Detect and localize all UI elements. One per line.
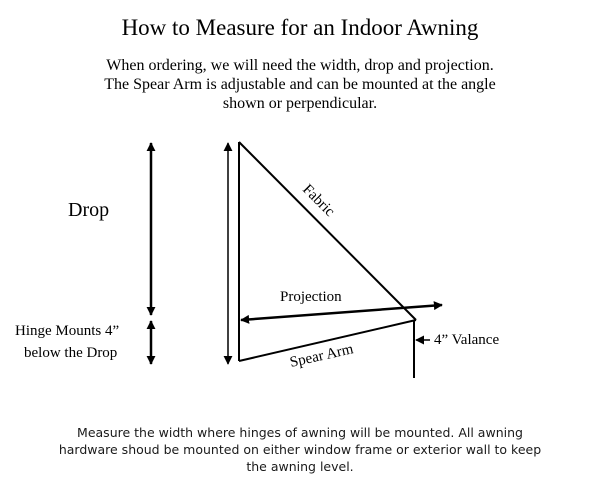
projection-arrow	[241, 305, 442, 320]
footer-line: the awning level.	[246, 459, 354, 474]
footer-line: Measure the width where hinges of awning will be mounted. All awning	[77, 425, 523, 440]
hinge-label-line1: Hinge Mounts 4”	[15, 323, 120, 339]
intro-line: shown or perpendicular.	[222, 95, 378, 112]
page-title: How to Measure for an Indoor Awning	[121, 15, 479, 40]
footer-note	[40, 424, 560, 475]
intro-line: The Spear Arm is adjustable and can be mounted at the angle	[104, 76, 496, 93]
fabric-label: Fabric	[299, 181, 338, 220]
spear-arm-label: Spear Arm	[288, 341, 355, 371]
valance-label: 4” Valance	[434, 332, 500, 348]
hinge-label-line2: below the Drop	[24, 345, 118, 361]
drop-label: Drop	[68, 199, 110, 221]
projection-label: Projection	[280, 289, 342, 305]
intro-line: When ordering, we will need the width, drop and projection.	[106, 57, 494, 74]
footer-line: hardware shoud be mounted on either window frame or exterior wall to keep	[58, 442, 542, 457]
